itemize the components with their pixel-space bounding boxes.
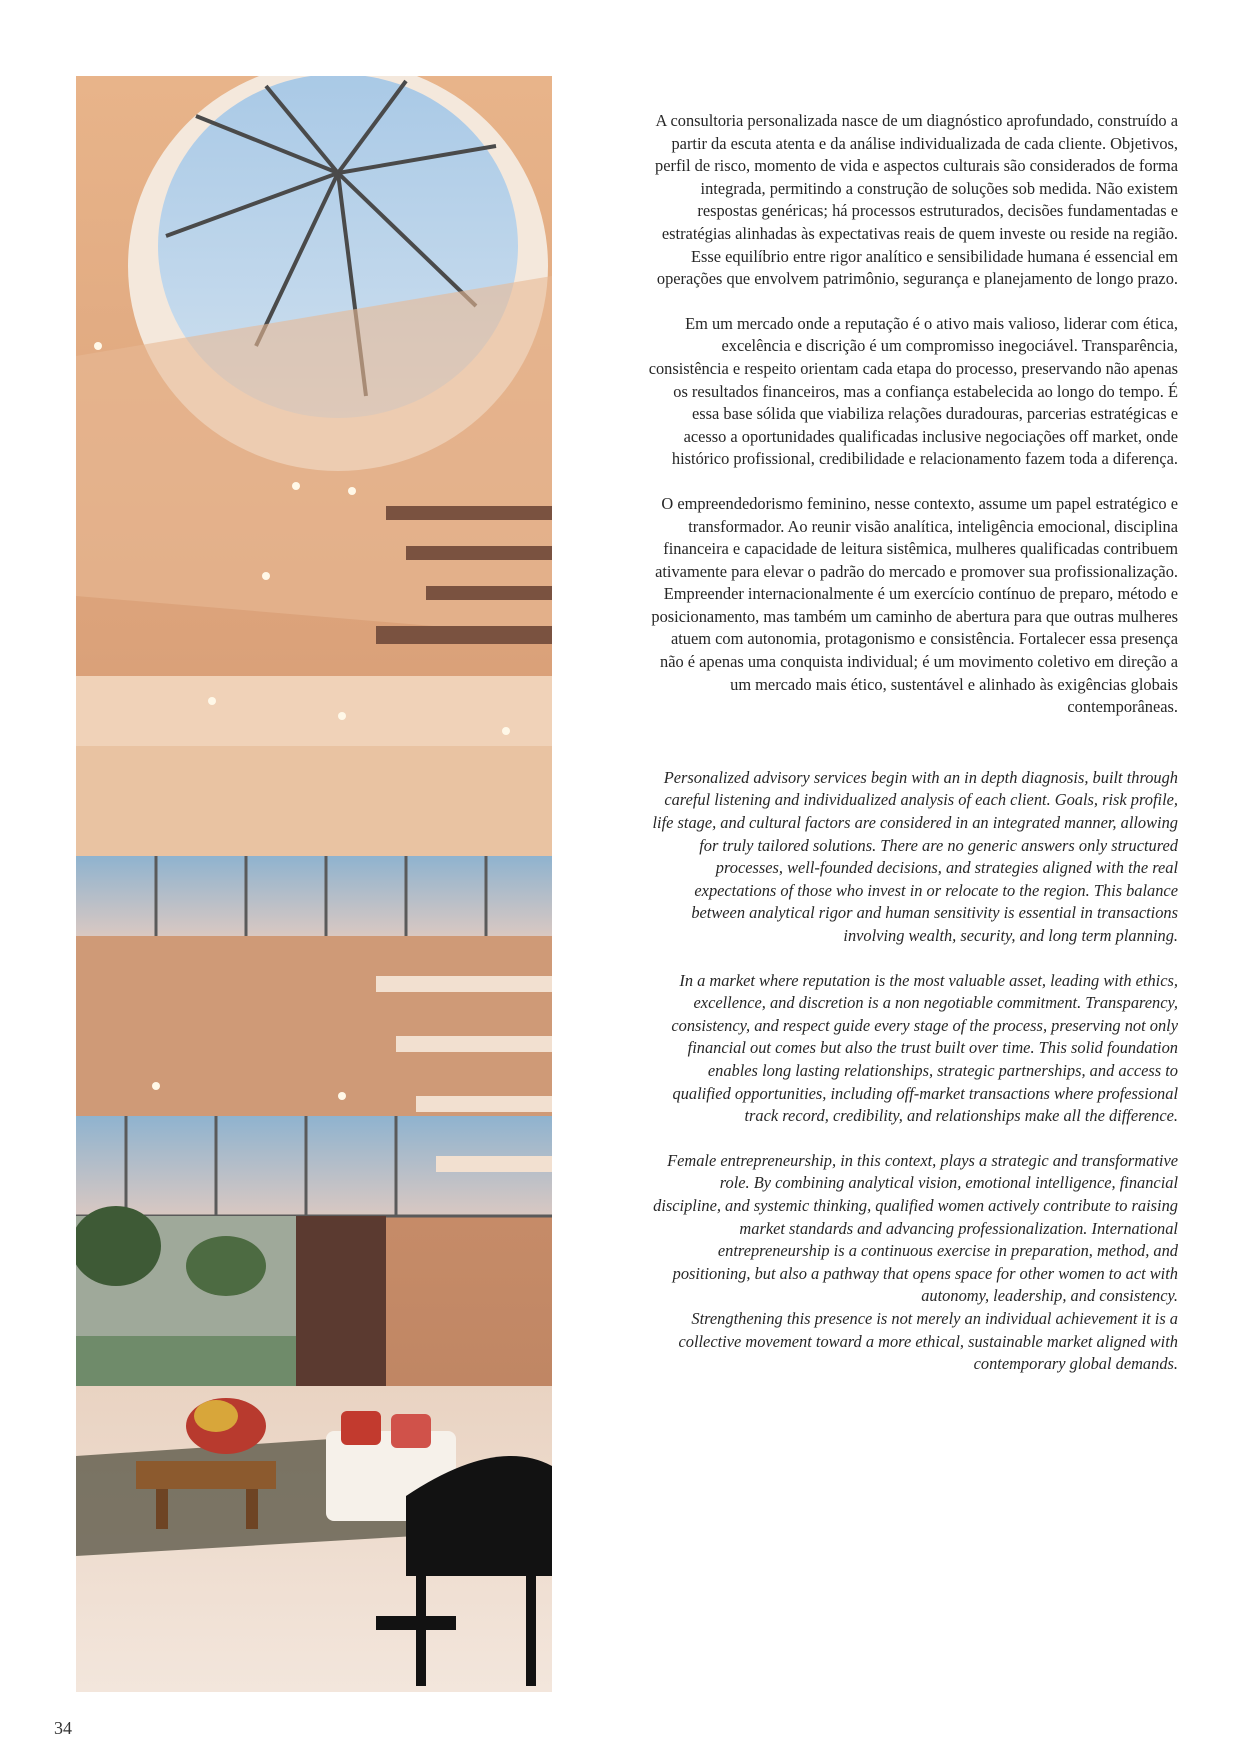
en-paragraph-1: Personalized advisory services begin with an in depth diagnosis, built through careful listening and individualized analysis of each client. Goals, risk profile, life stage, and cultural factors are considered in an integrated manner, allowing for truly tailored solutions. There are no generic answers only structured processes, well-founded decisions, and strategies aligned with the real expectations of those who invest in or relocate to the region. This balance between analytical rigor and human sensitivity is essential in transactions involving wealth, security, and long term planning. <box>652 767 1178 945</box>
pt-paragraph-2: Em um mercado onde a reputação é o ativo mais valioso, liderar com ética, excelência e discrição é um compromisso inegociável. Transparência, consistência e respeito orientam cada etapa do processo, preservando não apenas os resultados financeiros, mas a confiança estabelecida ao longo do tempo. É essa base sólida que viabiliza relações duradouras, parcerias estratégicas e acesso a oportunidades qualificadas inclusive negociações off market, onde histórico profissional, credibilidade e relacionamento fazem toda a diferença. <box>648 313 1178 469</box>
en-paragraph-4: Strengthening this presence is not merely an individual achievement it is a collective movement toward a more ethical, sustainable market aligned with contemporary global demands. <box>678 1308 1178 1374</box>
pt-paragraph-3: O empreendedorismo feminino, nesse contexto, assume um papel estratégico e transformador. Ao reunir visão analítica, inteligência emocional, disciplina financeira e capacidade de leitura sistêmica, mulheres qualificadas contribuem ativamente para elevar o padrão do mercado e promover sua profissionalização. Empreender internacionalmente é um exercício contínuo de preparo, método e posicionamento, mas também um caminho de abertura para que outras mulheres atuem com autonomia, protagonismo e consistência. Fortalecer essa presença não é apenas uma conquista individual; é um movimento coletivo em direção a um mercado mais ético, sustentável e alinhado às exigências globais contemporâneas. <box>651 493 1178 717</box>
en-paragraph-3: Female entrepreneurship, in this context, plays a strategic and transformative role. By combining analytical vision, emotional intelligence, financial discipline, and systemic thinking, qualified women actively contribute to raising market standards and advancing professionalization. International entrepreneurship is a continuous exercise in preparation, method, and positioning, but also a pathway that opens space for other women to act with autonomy, leadership, and consistency. <box>653 1150 1178 1306</box>
interior-atrium-photo <box>76 76 552 1692</box>
atrium-photo <box>76 76 552 1692</box>
pt-paragraph-1: A consultoria personalizada nasce de um diagnóstico aprofundado, construído a partir da escuta atenta e da análise individualizada de cada cliente. Objetivos, perfil de risco, momento de vida e aspectos culturais são considerados de forma integrada, permitindo a construção de soluções sob medida. Não existem respostas genéricas; há processos estruturados, decisões fundamentadas e estratégias alinhadas às expectativas reais de quem investe ou reside na região. Esse equilíbrio entre rigor analítico e sensibilidade humana é essencial em operações que envolvem patrimônio, segurança e planejamento de longo prazo. <box>655 111 1178 289</box>
page-number: 34 <box>54 1718 72 1738</box>
en-paragraph-2: In a market where reputation is the most valuable asset, leading with ethics, excellence, and discretion is a non negotiable commitment. Transparency, consistency, and respect guide every stage of the process, preserving not only financial out comes but also the trust built over time. This solid foundation enables long lasting relationships, strategic partnerships, and access to qualified opportunities, including off-market transactions where professional track record, credibility, and relationships make all the difference. <box>671 970 1178 1126</box>
article-text <box>648 110 1178 1376</box>
